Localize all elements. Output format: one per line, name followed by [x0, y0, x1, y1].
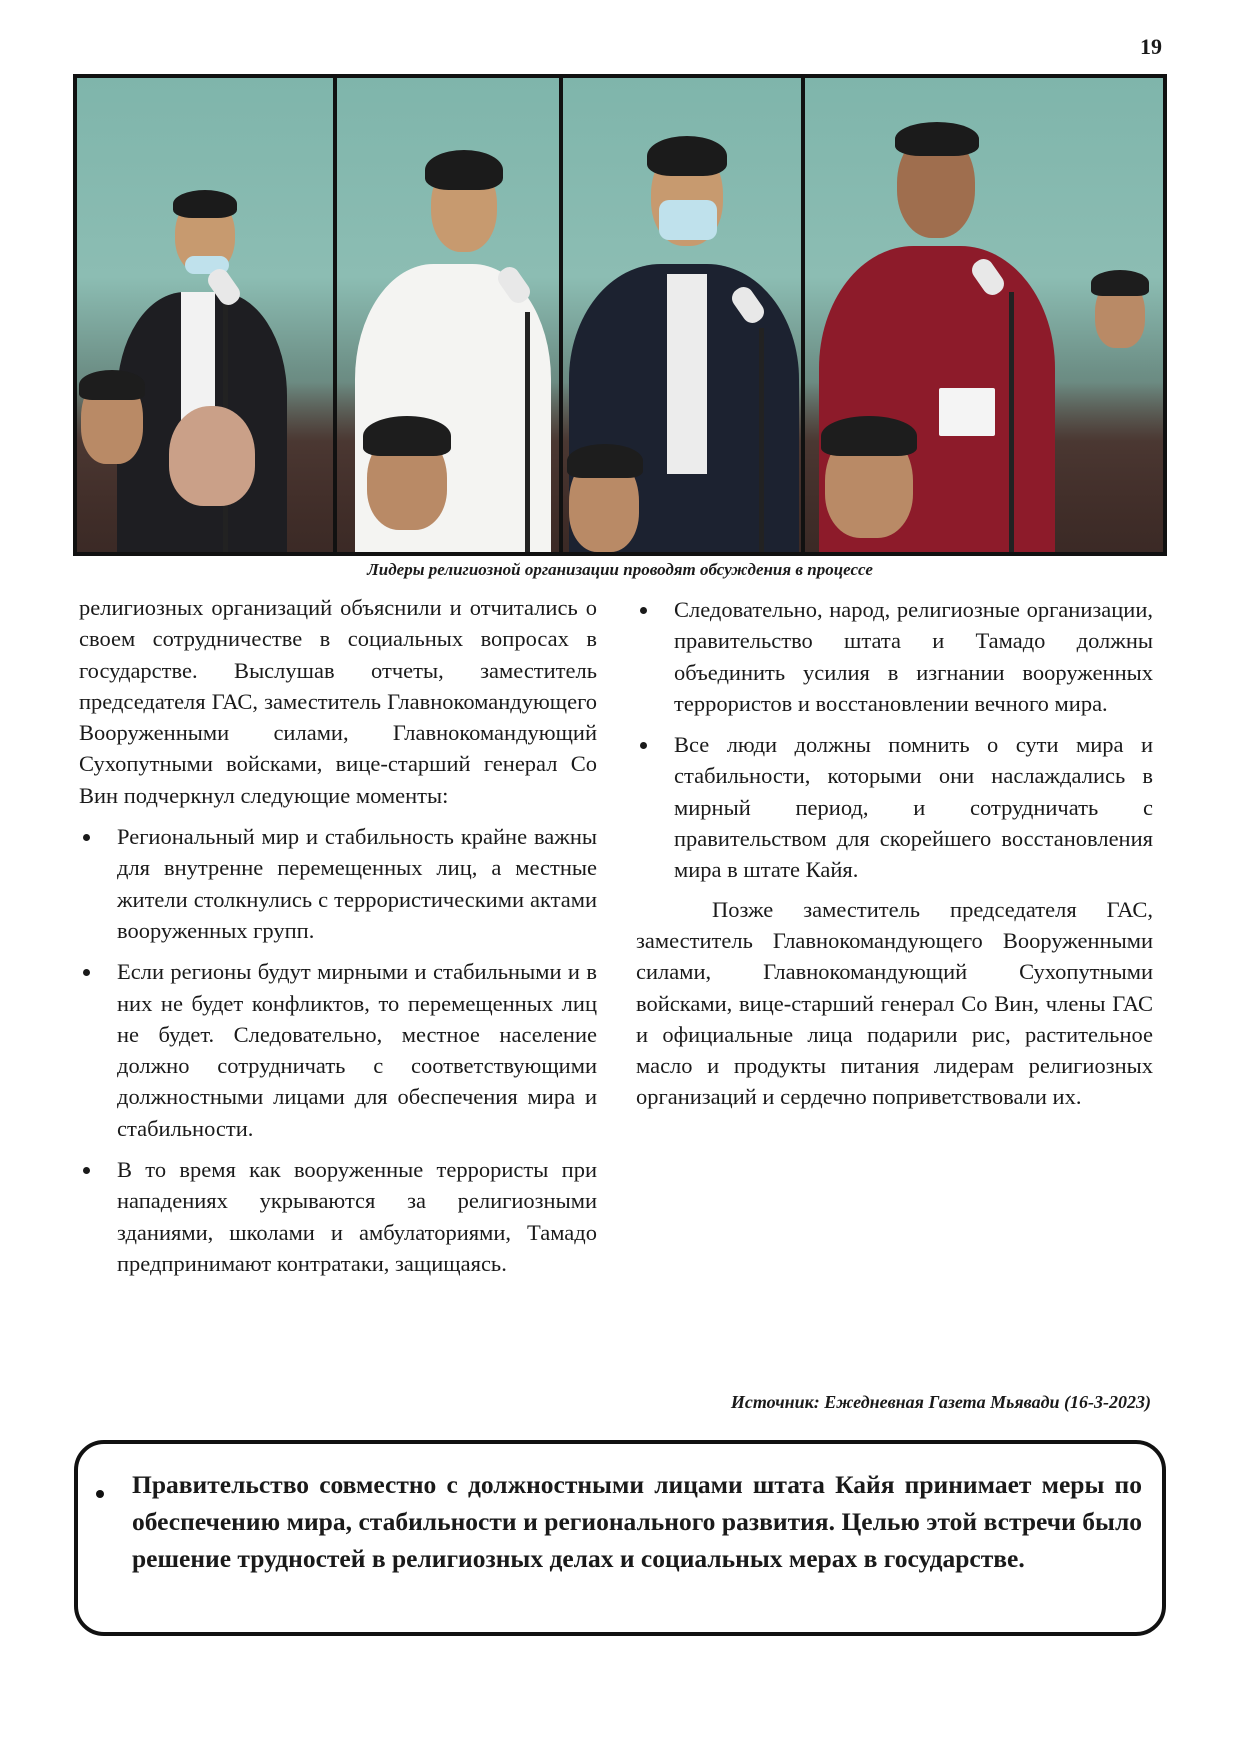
speaker-hair: [173, 190, 237, 218]
speaker-hair: [895, 122, 979, 156]
left-column: [79, 592, 597, 1279]
list-item: Если регионы будут мирными и стабильными и в них не будет конфликтов, то перемещенных лиц не будет. Следовательно, местное население должно сотрудничать с соответствующими должностными лицами для обеспечения мира и стабильности.: [79, 956, 597, 1144]
microphone-stand: [525, 312, 530, 552]
photo-speaker-3: [563, 78, 801, 552]
audience-hair: [567, 444, 643, 478]
intro-paragraph: религиозных организаций объяснили и отчитались о своем сотрудничестве в социальных вопросах в государстве. Выслушав отчеты, заместитель председателя ГАС, заместитель Главнокомандующего Вооруженными силами, Главнокомандующий Сухопутными войсками, вице-старший генерал Со Вин подчеркнул следующие моменты:: [79, 595, 597, 808]
microphone-stand: [759, 328, 764, 552]
audience-hair: [79, 370, 145, 400]
audience-hair: [1091, 270, 1149, 296]
page-number: 19: [1140, 34, 1162, 59]
speaker-shirt: [667, 274, 707, 474]
summary-text: Правительство совместно с должностными лицами штата Кайя принимает меры по обеспечению мира, стабильности и регионального развития. Целью этой встречи было решение трудностей в религиозных делах и социальных мерах в государстве.: [132, 1470, 1142, 1573]
audience-head: [169, 406, 255, 506]
photo-speaker-1: [77, 78, 333, 552]
list-item: Региональный мир и стабильность крайне важны для внутренне перемещенных лиц, а местные жители столкнулись с террористическими актами вооруженных групп.: [79, 821, 597, 946]
face-mask: [659, 200, 717, 240]
audience-hair: [821, 416, 917, 456]
bullet-list: [636, 594, 1153, 886]
closing-paragraph: Позже заместитель председателя ГАС, заместитель Главнокомандующего Вооруженными силами, Главнокомандующий Сухопутными войсками, вице-старший генерал Со Вин, члены ГАС и официальные лица подарили рис, растительное масло и продукты питания лидерам религиозных организаций и сердечно поприветствовали их.: [636, 896, 1153, 1110]
bullet-icon: [96, 1490, 104, 1498]
list-item: Все люди должны помнить о сути мира и стабильности, которыми они наслаждались в мирный период, и сотрудничать с правительством для скорейшего восстановления мира в штате Кайя.: [636, 729, 1153, 885]
photo-speaker-2: [337, 78, 559, 552]
audience-hair: [363, 416, 451, 456]
right-column: [636, 594, 1153, 1113]
name-badge: [939, 388, 995, 436]
list-item: В то время как вооруженные террористы при нападениях укрываются за религиозными зданиями, школами и амбулаториями, Тамадо предпринимают контратаки, защищаясь.: [79, 1154, 597, 1279]
photo-strip: [73, 74, 1167, 556]
speaker-hair: [647, 136, 727, 176]
speaker-hair: [425, 150, 503, 190]
source-citation: Источник: Ежедневная Газета Мьявади (16-3-2023): [730, 1392, 1151, 1412]
list-item: Следовательно, народ, религиозные организации, правительство штата и Тамадо должны объединить усилия в изгнании вооруженных террористов и восстановлении вечного мира.: [636, 594, 1153, 719]
photo-speaker-4: [805, 78, 1163, 552]
photo-caption: Лидеры религиозной организации проводят обсуждения в процессе: [367, 560, 873, 579]
microphone-stand: [1009, 292, 1014, 552]
summary-box: [74, 1440, 1166, 1636]
bullet-list: [79, 821, 597, 1279]
